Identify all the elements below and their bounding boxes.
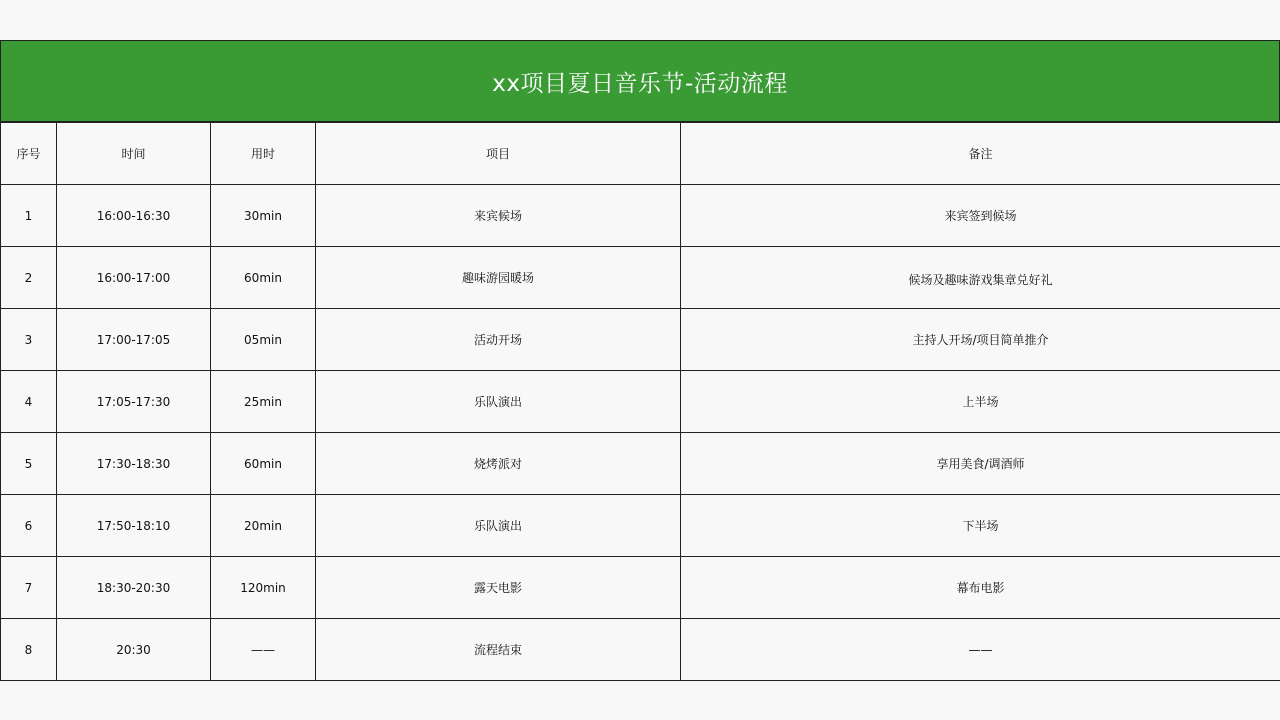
cell-time: 17:50-18:10	[57, 495, 211, 557]
table-row	[1, 557, 1280, 619]
cell-no: 3	[1, 309, 57, 371]
cell-time: 20:30	[57, 619, 211, 681]
cell-note-text: 候场及趣味游戏集章兑好礼	[908, 273, 1053, 287]
table-row	[1, 433, 1280, 495]
cell-item: 露天电影	[316, 557, 681, 619]
table-row	[1, 619, 1280, 681]
cell-duration: 60min	[211, 433, 316, 495]
table-row	[1, 247, 1280, 309]
cell-no: 2	[1, 247, 57, 309]
cell-no: 7	[1, 557, 57, 619]
table-row	[1, 371, 1280, 433]
cell-item: 来宾候场	[316, 185, 681, 247]
cell-time: 17:00-17:05	[57, 309, 211, 371]
cell-note: 来宾签到候场	[681, 185, 1280, 247]
cell-note: 下半场	[681, 495, 1280, 557]
cell-item: 乐队演出	[316, 495, 681, 557]
header-row	[1, 123, 1280, 185]
cell-no: 4	[1, 371, 57, 433]
table-row	[1, 309, 1280, 371]
header-duration: 用时	[211, 123, 316, 185]
cell-time: 16:00-17:00	[57, 247, 211, 309]
cell-item: 趣味游园暖场	[316, 247, 681, 309]
cell-duration: 60min	[211, 247, 316, 309]
cell-note: ——	[681, 619, 1280, 681]
cell-time: 17:05-17:30	[57, 371, 211, 433]
cell-no: 5	[1, 433, 57, 495]
cell-duration: 05min	[211, 309, 316, 371]
sheet-title: xx项目夏日音乐节-活动流程	[0, 40, 1280, 122]
cell-item: 活动开场	[316, 309, 681, 371]
cell-time: 17:30-18:30	[57, 433, 211, 495]
header-time: 时间	[57, 123, 211, 185]
cell-duration: 20min	[211, 495, 316, 557]
cell-time: 18:30-20:30	[57, 557, 211, 619]
cell-duration: 30min	[211, 185, 316, 247]
cell-no: 1	[1, 185, 57, 247]
cell-time: 16:00-16:30	[57, 185, 211, 247]
cell-item: 乐队演出	[316, 371, 681, 433]
table-row	[1, 185, 1280, 247]
cell-duration: 120min	[211, 557, 316, 619]
cell-note	[681, 247, 1280, 309]
schedule-table	[0, 122, 1280, 681]
cell-no: 6	[1, 495, 57, 557]
cell-note: 幕布电影	[681, 557, 1280, 619]
cell-note: 主持人开场/项目简单推介	[681, 309, 1280, 371]
cell-duration: 25min	[211, 371, 316, 433]
cell-note: 享用美食/调酒师	[681, 433, 1280, 495]
schedule-sheet	[0, 40, 1280, 681]
header-no: 序号	[1, 123, 57, 185]
cell-item: 烧烤派对	[316, 433, 681, 495]
header-item: 项目	[316, 123, 681, 185]
cell-duration: ——	[211, 619, 316, 681]
cell-no: 8	[1, 619, 57, 681]
cell-item: 流程结束	[316, 619, 681, 681]
table-row	[1, 495, 1280, 557]
cell-note: 上半场	[681, 371, 1280, 433]
header-note: 备注	[681, 123, 1280, 185]
